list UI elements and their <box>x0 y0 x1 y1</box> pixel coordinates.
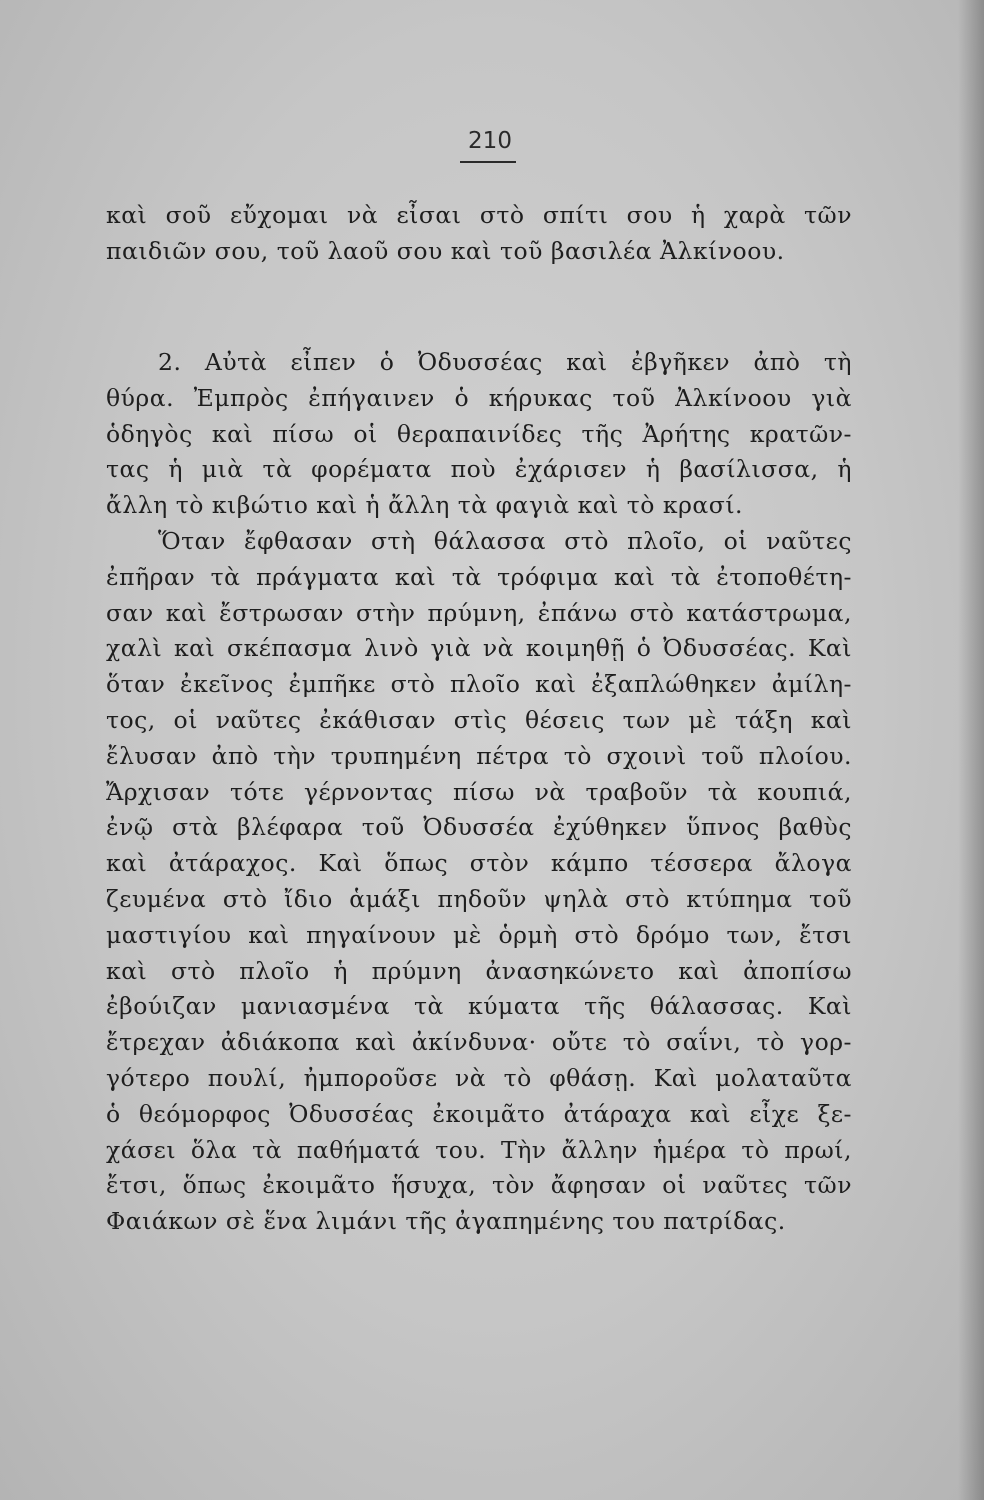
text-line: Φαιάκων σὲ ἕνα λιμάνι τῆς ἀγαπημένης του πατρίδας. <box>106 1207 786 1236</box>
text-line: ὁδηγὸς καὶ πίσω οἱ θεραπαινίδες τῆς Ἀρήτης κρατῶν- <box>106 419 852 448</box>
text-line: Ἄρχισαν τότε γέρνοντας πίσω νὰ τραβοῦν τὰ κουπιά, <box>106 777 852 806</box>
text-line: ἔτσι, ὅπως ἐκοιμᾶτο ἥσυχα, τὸν ἄφησαν οἱ ναῦτες τῶν <box>106 1171 852 1200</box>
text-line: ἐβούιζαν μανιασμένα τὰ κύματα τῆς θάλασσας. Καὶ <box>106 992 852 1021</box>
text-line: μαστιγίου καὶ πηγαίνουν μὲ ὁρμὴ στὸ δρόμο των, ἔτσι <box>106 920 852 949</box>
text-line: καὶ σοῦ εὔχομαι νὰ εἶσαι στὸ σπίτι σου ἡ χαρὰ τῶν <box>106 201 852 229</box>
text-line: τος, οἱ ναῦτες ἐκάθισαν στὶς θέσεις των μὲ τάξη καὶ <box>106 705 852 734</box>
text-line: ἐπῆραν τὰ πράγματα καὶ τὰ τρόφιμα καὶ τὰ ἐτοποθέτη- <box>106 562 852 591</box>
section-2 <box>106 345 852 1240</box>
text-line: καὶ ἀτάραχος. Καὶ ὅπως στὸν κάμπο τέσσερα ἄλογα <box>106 849 852 878</box>
text-line: χαλὶ καὶ σκέπασμα λινὸ γιὰ νὰ κοιμηθῇ ὁ Ὀδυσσέας. Καὶ <box>106 634 852 663</box>
page-number-rule <box>460 161 516 163</box>
text-line: καὶ στὸ πλοῖο ἡ πρύμνη ἀνασηκώνετο καὶ ἀποπίσω <box>106 956 852 985</box>
page-number: 210 <box>468 128 512 154</box>
text-line: ἄλλη τὸ κιβώτιο καὶ ἡ ἄλλη τὰ φαγιὰ καὶ τὸ κρασί. <box>106 491 744 520</box>
text-line: ὅταν ἐκεῖνος ἐμπῆκε στὸ πλοῖο καὶ ἐξαπλώθηκεν ἀμίλη- <box>106 670 852 699</box>
text-line: γότερο πουλί, ἠμποροῦσε νὰ τὸ φθάσῃ. Καὶ μολαταῦτα <box>106 1063 852 1092</box>
text-line: ζευμένα στὸ ἴδιο ἁμάξι πηδοῦν ψηλὰ στὸ κτύπημα τοῦ <box>106 884 852 913</box>
text-line: σαν καὶ ἔστρωσαν στὴν πρύμνη, ἐπάνω στὸ κατάστρωμα, <box>106 598 852 627</box>
text-line: ἔτρεχαν ἀδιάκοπα καὶ ἀκίνδυνα· οὔτε τὸ σαΐνι, τὸ γορ- <box>106 1028 852 1057</box>
text-line: θύρα. Ἐμπρὸς ἐπήγαινεν ὁ κήρυκας τοῦ Ἀλκίνοου γιὰ <box>106 383 852 412</box>
paragraph-continuation <box>106 198 852 270</box>
text-line: παιδιῶν σου, τοῦ λαοῦ σου καὶ τοῦ βασιλέα Ἀλκίνοου. <box>106 236 785 265</box>
text-line: ἐνῷ στὰ βλέφαρα τοῦ Ὀδυσσέα ἐχύθηκεν ὕπνος βαθὺς <box>106 813 852 842</box>
text-line: ὁ θεόμορφος Ὀδυσσέας ἐκοιμᾶτο ἀτάραχα καὶ εἶχε ξε- <box>106 1099 852 1128</box>
text-line: χάσει ὅλα τὰ παθήματά του. Τὴν ἄλλην ἡμέρα τὸ πρωί, <box>106 1135 852 1164</box>
text-line: Ὅταν ἔφθασαν στὴ θάλασσα στὸ πλοῖο, οἱ ναῦτες <box>158 526 852 555</box>
text-line: 2. Αὐτὰ εἶπεν ὁ Ὀδυσσέας καὶ ἐβγῆκεν ἀπὸ τὴ <box>158 348 852 376</box>
text-line: τας ἡ μιὰ τὰ φορέματα ποὺ ἐχάρισεν ἡ βασίλισσα, ἡ <box>106 455 852 484</box>
text-line: ἔλυσαν ἀπὸ τὴν τρυπημένη πέτρα τὸ σχοινὶ τοῦ πλοίου. <box>106 741 852 770</box>
